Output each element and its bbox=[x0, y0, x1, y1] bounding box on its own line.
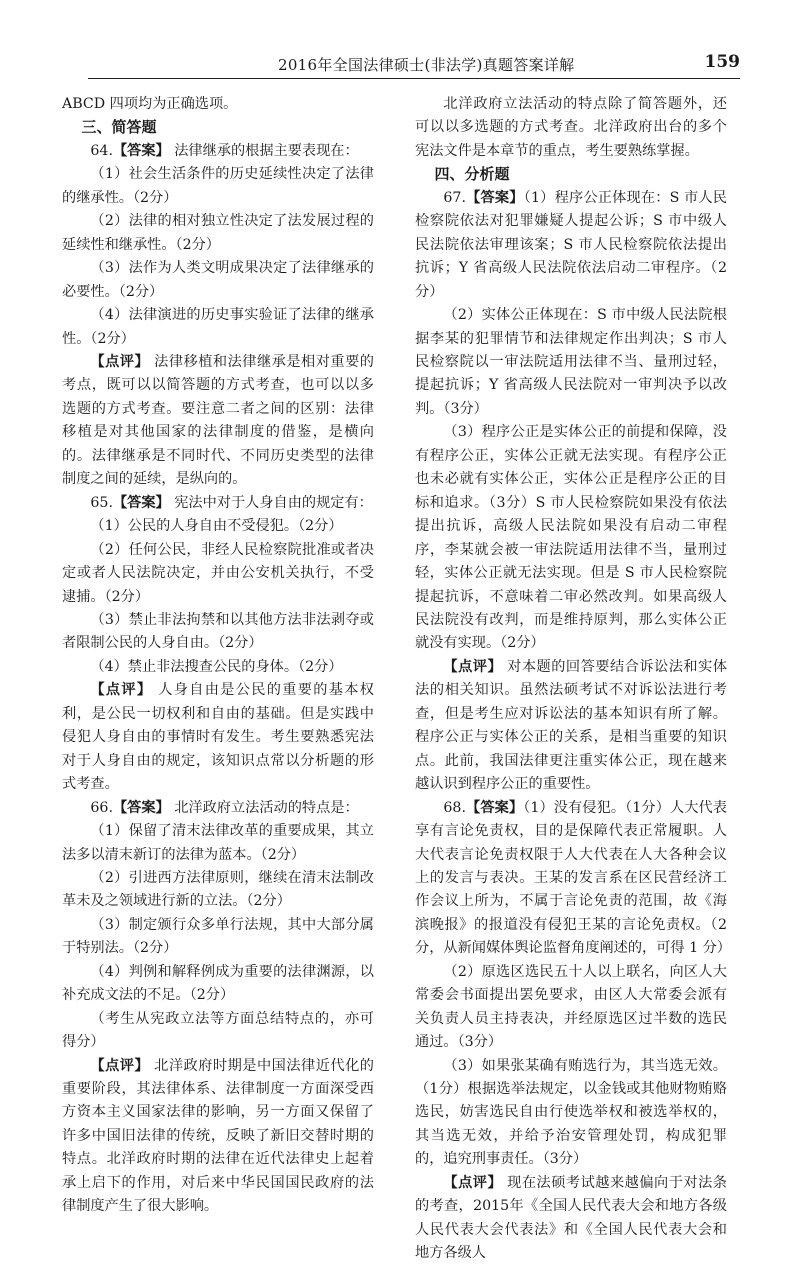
question-number: 67. bbox=[443, 189, 466, 206]
paragraph bbox=[62, 820, 374, 867]
running-title: 2016年全国法律硕士(非法学)真题答案详解 bbox=[278, 56, 575, 74]
paragraph-text: （3）制定颁行众多单行法规，其中大部分属于特别法。（2分） bbox=[62, 916, 374, 957]
paragraph-text: 三、简答题 bbox=[81, 118, 157, 137]
question-number: 66. bbox=[90, 799, 113, 816]
paragraph-text: （4）法律演进的历史事实验证了法律的继承性。（2分） bbox=[62, 307, 374, 347]
paragraph-text: （1）没有侵犯。（1分）人大代表享有言论免责权，目的是保障代表正常履职。人大代表言论免责权限于人大代表在人大各种会议上的发言与表决。王某的发言系在区民营经济工作会议上所为，不属于言论免责的范围，故《海滨晚报》的报道没有侵犯王某的言论免责权。（2分，从新闻媒体舆论监督角度阐述的，可得 1 分） bbox=[415, 799, 731, 957]
bracket-label: 【点评】 bbox=[90, 353, 150, 370]
bracket-label: 【点评】 bbox=[443, 658, 503, 675]
bracket-label: 【答案】 bbox=[112, 142, 170, 159]
paragraph bbox=[62, 93, 374, 116]
paragraph bbox=[415, 1055, 727, 1172]
paragraph bbox=[62, 867, 374, 914]
paragraph bbox=[62, 492, 374, 515]
question-number: 65. bbox=[90, 494, 113, 511]
paragraph-text: （3）禁止非法拘禁和以其他方法非法剥夺或者限制公民的人身自由。（2分） bbox=[62, 611, 374, 652]
paragraph-text: 现在法硕考试越来越偏向于对法条的考查，2015年《全国人民代表大会和地方各级人民代表大会代表法》和《全国人民代表大会和地方各级人 bbox=[415, 1174, 727, 1262]
bracket-label: 【点评】 bbox=[90, 682, 153, 699]
paragraph-text: （2）原选区选民五十人以上联名，向区人大常委会书面提出罢免要求，由区人大常委会派有关负责人员主持表决，并经原选区过半数的选民通过。（3分） bbox=[415, 963, 727, 1051]
paragraph bbox=[62, 656, 374, 679]
paragraph-text: （3）法作为人类文明成果决定了法律继承的必要性。（2分） bbox=[62, 260, 374, 300]
paragraph bbox=[62, 351, 374, 492]
paragraph bbox=[62, 797, 374, 820]
paragraph-text: （4）禁止非法搜查公民的身体。（2分） bbox=[90, 658, 343, 675]
bracket-label: 【答案】 bbox=[112, 799, 170, 816]
paragraph bbox=[62, 163, 374, 210]
paragraph-text: （1）程序公正体现在：S 市人民检察院依法对犯罪嫌疑人提起公诉；S 市中级人民法院依法审理该案；S 市人民检察院依法提出抗诉；Y 省高级人民法院依法启动二审程序。（2分） bbox=[415, 189, 727, 300]
left-column bbox=[62, 93, 374, 1219]
paragraph bbox=[62, 539, 374, 609]
paragraph bbox=[415, 421, 727, 656]
paragraph bbox=[62, 914, 374, 961]
paragraph-text: （3）如果张某确有贿选行为，其当选无效。（1分）根据选举法规定，以金钱或其他财物贿赂选民，妨害选民自由行使选举权和被选举权的，其当选无效，并给予治安管理处罚，构成犯罪的，追究刑事责任。（3分） bbox=[415, 1057, 727, 1168]
paragraph-text: （2）任何公民，非经人民检察院批准或者决定或者人民法院决定，并由公安机关执行，不受逮捕。（2分） bbox=[62, 541, 374, 605]
paragraph bbox=[62, 1008, 374, 1055]
paragraph bbox=[415, 187, 727, 304]
right-column bbox=[415, 93, 731, 1266]
paragraph-text: 人身自由是公民的重要的基本权利，是公民一切权利和自由的基础。但是实践中侵犯人身自由的事情时有发生。考生要熟悉宪法对于人身自由的规定，该知识点常以分析题的形式考查。 bbox=[62, 682, 374, 793]
paragraph-text: （2）实体公正体现在：S 市中级人民法院根据李某的犯罪情节和法律规定作出判决；S 市人民检察院以一审法院适用法律不当、量刑过轻，提起抗诉；Y 省高级人民法院对一审判决予以改判。（3分） bbox=[415, 307, 727, 417]
paragraph-text: （4）判例和解释例成为重要的法律渊源，以补充成文法的不足。（2分） bbox=[62, 963, 374, 1004]
paragraph-text: （1）保留了清末法律改革的重要成果，其立法多以清末新订的法律为蓝本。（2分） bbox=[62, 823, 374, 863]
paragraph-text: 法律移植和法律继承是相对重要的考点，既可以以简答题的方式考查，也可以以多选题的方式考查。要注意二者之间的区别：法律移植是对其他国家的法律制度的借鉴，是横向的。法律继承是不同时代、不同历史类型的法律制度之间的延续，是纵向的。 bbox=[62, 353, 374, 488]
paragraph bbox=[62, 1055, 374, 1219]
paragraph-text: 四、分析题 bbox=[434, 165, 510, 184]
paragraph bbox=[62, 609, 374, 656]
paragraph bbox=[62, 210, 374, 257]
paragraph bbox=[62, 257, 374, 304]
paragraph bbox=[62, 679, 374, 796]
paragraph bbox=[62, 961, 374, 1008]
section-heading bbox=[62, 116, 374, 139]
paragraph-text: （3）程序公正是实体公正的前提和保障，没有程序公正，实体公正就无法实现。有程序公正也未必就有实体公正，实体公正是程序公正的目标和追求。（3分）S 市人民检察院如果没有依法提出抗诉，高级人民法院如果没有启动二审程序，李某就会被一审法院适用法律不当，量刑过轻，实体公正就无法实现。但是 S 市人民检察院提起抗诉，不意味着二审必然改判。如果高级人民法院没有改判，而是维持原判，那么实体公正就没有实现。（2分） bbox=[415, 424, 727, 652]
paragraph-text: 北洋政府立法活动的特点除了简答题外，还可以以多选题的方式考查。北洋政府出台的多个宪法文件是本章节的重点，考生要熟练掌握。 bbox=[415, 96, 727, 159]
bracket-label: 【答案】 bbox=[465, 189, 524, 206]
paragraph-text: （2）引进西方法律原则，继续在清末法制改革未及之领域进行新的立法。（2分） bbox=[62, 869, 374, 910]
paragraph bbox=[415, 656, 727, 797]
bracket-label: 【点评】 bbox=[90, 1057, 150, 1074]
paragraph-text: （2）法律的相对独立性决定了法发展过程的延续性和继承性。（2分） bbox=[62, 213, 374, 253]
paragraph-text: ABCD 四项均为正确选项。 bbox=[62, 96, 238, 112]
bracket-label: 【答案】 bbox=[112, 494, 170, 511]
question-number: 64. bbox=[90, 142, 113, 159]
paragraph-text: （1）社会生活条件的历史延续性决定了法律的继承性。（2分） bbox=[62, 166, 374, 206]
paragraph-text: 宪法中对于人身自由的规定有： bbox=[169, 494, 373, 511]
bracket-label: 【点评】 bbox=[443, 1174, 503, 1191]
paragraph bbox=[415, 797, 731, 961]
paragraph bbox=[415, 1172, 727, 1266]
paragraph-text: （1）公民的人身自由不受侵犯。（2分） bbox=[90, 518, 343, 535]
paragraph-text: 北洋政府立法活动的特点是： bbox=[169, 799, 359, 816]
section-heading bbox=[415, 163, 727, 186]
paragraph bbox=[62, 304, 374, 351]
paragraph bbox=[62, 515, 374, 538]
paragraph-text: （考生从宪政立法等方面总结特点的，亦可得分） bbox=[62, 1010, 374, 1051]
page-number: 159 bbox=[704, 52, 740, 72]
paragraph-text: 北洋政府时期是中国法律近代化的重要阶段，其法律体系、法律制度一方面深受西方资本主义国家法律的影响，另一方面又保留了许多中国旧法律的传统，反映了新旧交替时期的特点。北洋政府时期的法律在近代法律史上起着承上启下的作用，对后来中华民国国民政府的法律制度产生了很大影响。 bbox=[62, 1057, 374, 1215]
page-header bbox=[88, 46, 740, 79]
paragraph bbox=[62, 140, 374, 163]
paragraph-text: 对本题的回答要结合诉讼法和实体法的相关知识。虽然法硕考试不对诉讼法进行考查，但是考生应对诉讼法的基本知识有所了解。程序公正与实体公正的关系，是相当重要的知识点。此前，我国法律更注重实体公正，现在越来越认识到程序公正的重要性。 bbox=[415, 658, 727, 793]
paragraph bbox=[415, 304, 727, 421]
paragraph bbox=[415, 961, 727, 1055]
paragraph bbox=[415, 93, 727, 163]
paragraph-text: 法律继承的根据主要表现在： bbox=[169, 142, 359, 159]
bracket-label: 【答案】 bbox=[465, 799, 524, 816]
question-number: 68. bbox=[443, 799, 466, 816]
